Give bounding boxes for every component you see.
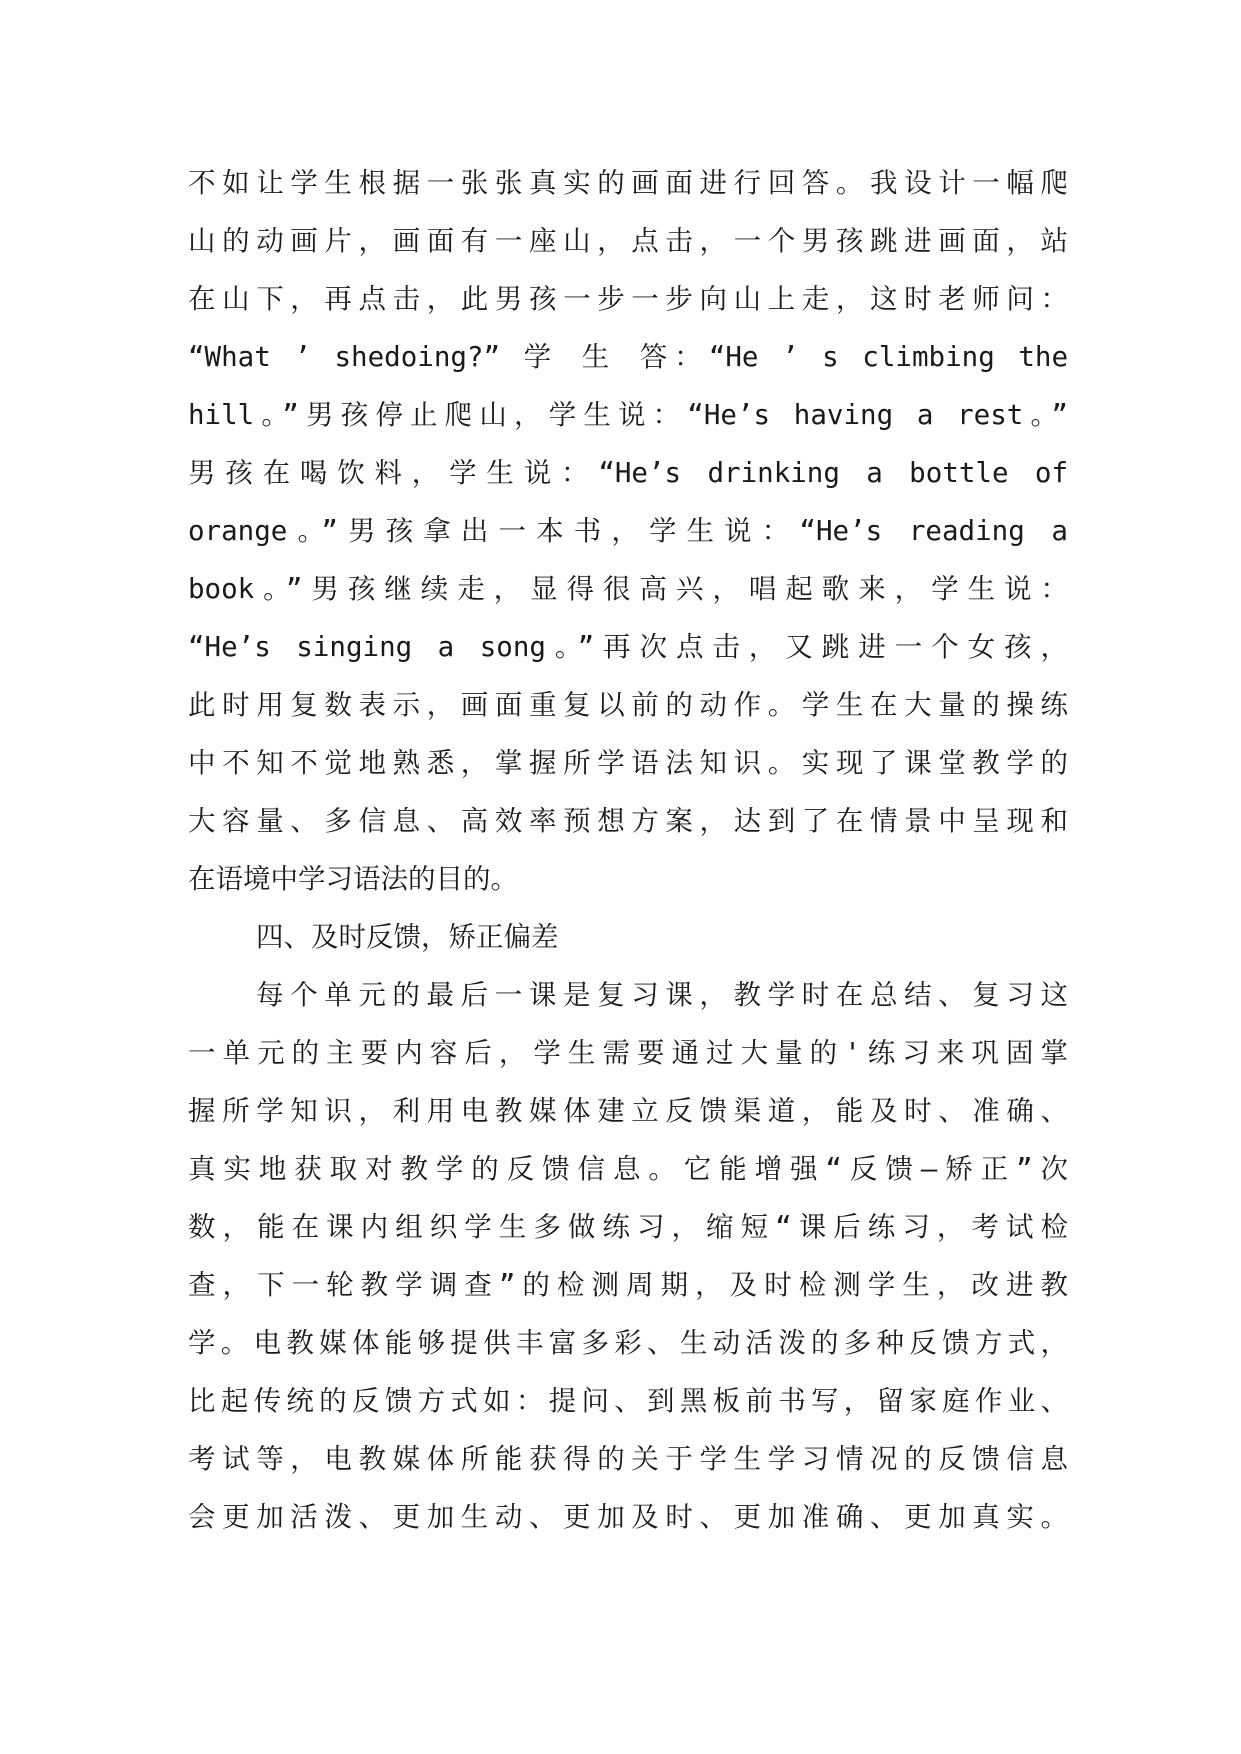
paragraph-line: 一单元的主要内容后，学生需要通过大量的'练习来巩固掌	[188, 1037, 1068, 1069]
paragraph-line: 学。电教媒体能够提供丰富多彩、生动活泼的多种反馈方式，	[188, 1327, 1068, 1359]
paragraph-line: hill。”男孩停止爬山，学生说：“He’s having a rest。”	[188, 399, 1068, 431]
paragraph-line: 中不知不觉地熟悉，掌握所学语法知识。实现了课堂教学的	[188, 747, 1068, 779]
paragraph-line: 此时用复数表示，画面重复以前的动作。学生在大量的操练	[188, 689, 1068, 721]
paragraph-line: 查，下一轮教学调查”的检测周期，及时检测学生，改进教	[188, 1269, 1068, 1301]
paragraph-line: 每个单元的最后一课是复习课，教学时在总结、复习这	[256, 979, 1068, 1011]
paragraph-line: 考试等，电教媒体所能获得的关于学生学习情况的反馈信息	[188, 1443, 1068, 1475]
paragraph-line: 比起传统的反馈方式如：提问、到黑板前书写，留家庭作业、	[188, 1385, 1068, 1417]
paragraph-line: 不如让学生根据一张张真实的画面进行回答。我设计一幅爬	[188, 167, 1068, 199]
paragraph-line: 在语境中学习语法的目的。	[188, 863, 518, 895]
paragraph-line: 在山下，再点击，此男孩一步一步向山上走，这时老师问：	[188, 283, 1068, 315]
paragraph-line: 山的动画片，画面有一座山，点击，一个男孩跳进画面，站	[188, 225, 1068, 257]
document-body	[188, 154, 1068, 1546]
paragraph-line: book。”男孩继续走，显得很高兴，唱起歌来，学生说：	[188, 573, 1068, 605]
paragraph-line: “He’s singing a song。”再次点击，又跳进一个女孩，	[188, 631, 1068, 663]
paragraph-line: 真实地获取对教学的反馈信息。它能增强“反馈—矫正”次	[188, 1153, 1068, 1185]
paragraph-line: “What ’ shedoing?” 学 生 答：“He ’ s climbing the	[188, 341, 1068, 373]
paragraph-line: 握所学知识，利用电教媒体建立反馈渠道，能及时、准确、	[188, 1095, 1068, 1127]
section-heading: 四、及时反馈，矫正偏差	[256, 921, 559, 953]
paragraph-line: 会更加活泼、更加生动、更加及时、更加准确、更加真实。	[188, 1501, 1068, 1533]
paragraph-line: 大容量、多信息、高效率预想方案，达到了在情景中呈现和	[188, 805, 1068, 837]
paragraph-line: 数，能在课内组织学生多做练习，缩短“课后练习，考试检	[188, 1211, 1068, 1243]
paragraph-line: orange。”男孩拿出一本书，学生说：“He’s reading a	[188, 515, 1068, 547]
paragraph-line: 男孩在喝饮料，学生说：“He’s drinking a bottle of	[188, 457, 1068, 489]
